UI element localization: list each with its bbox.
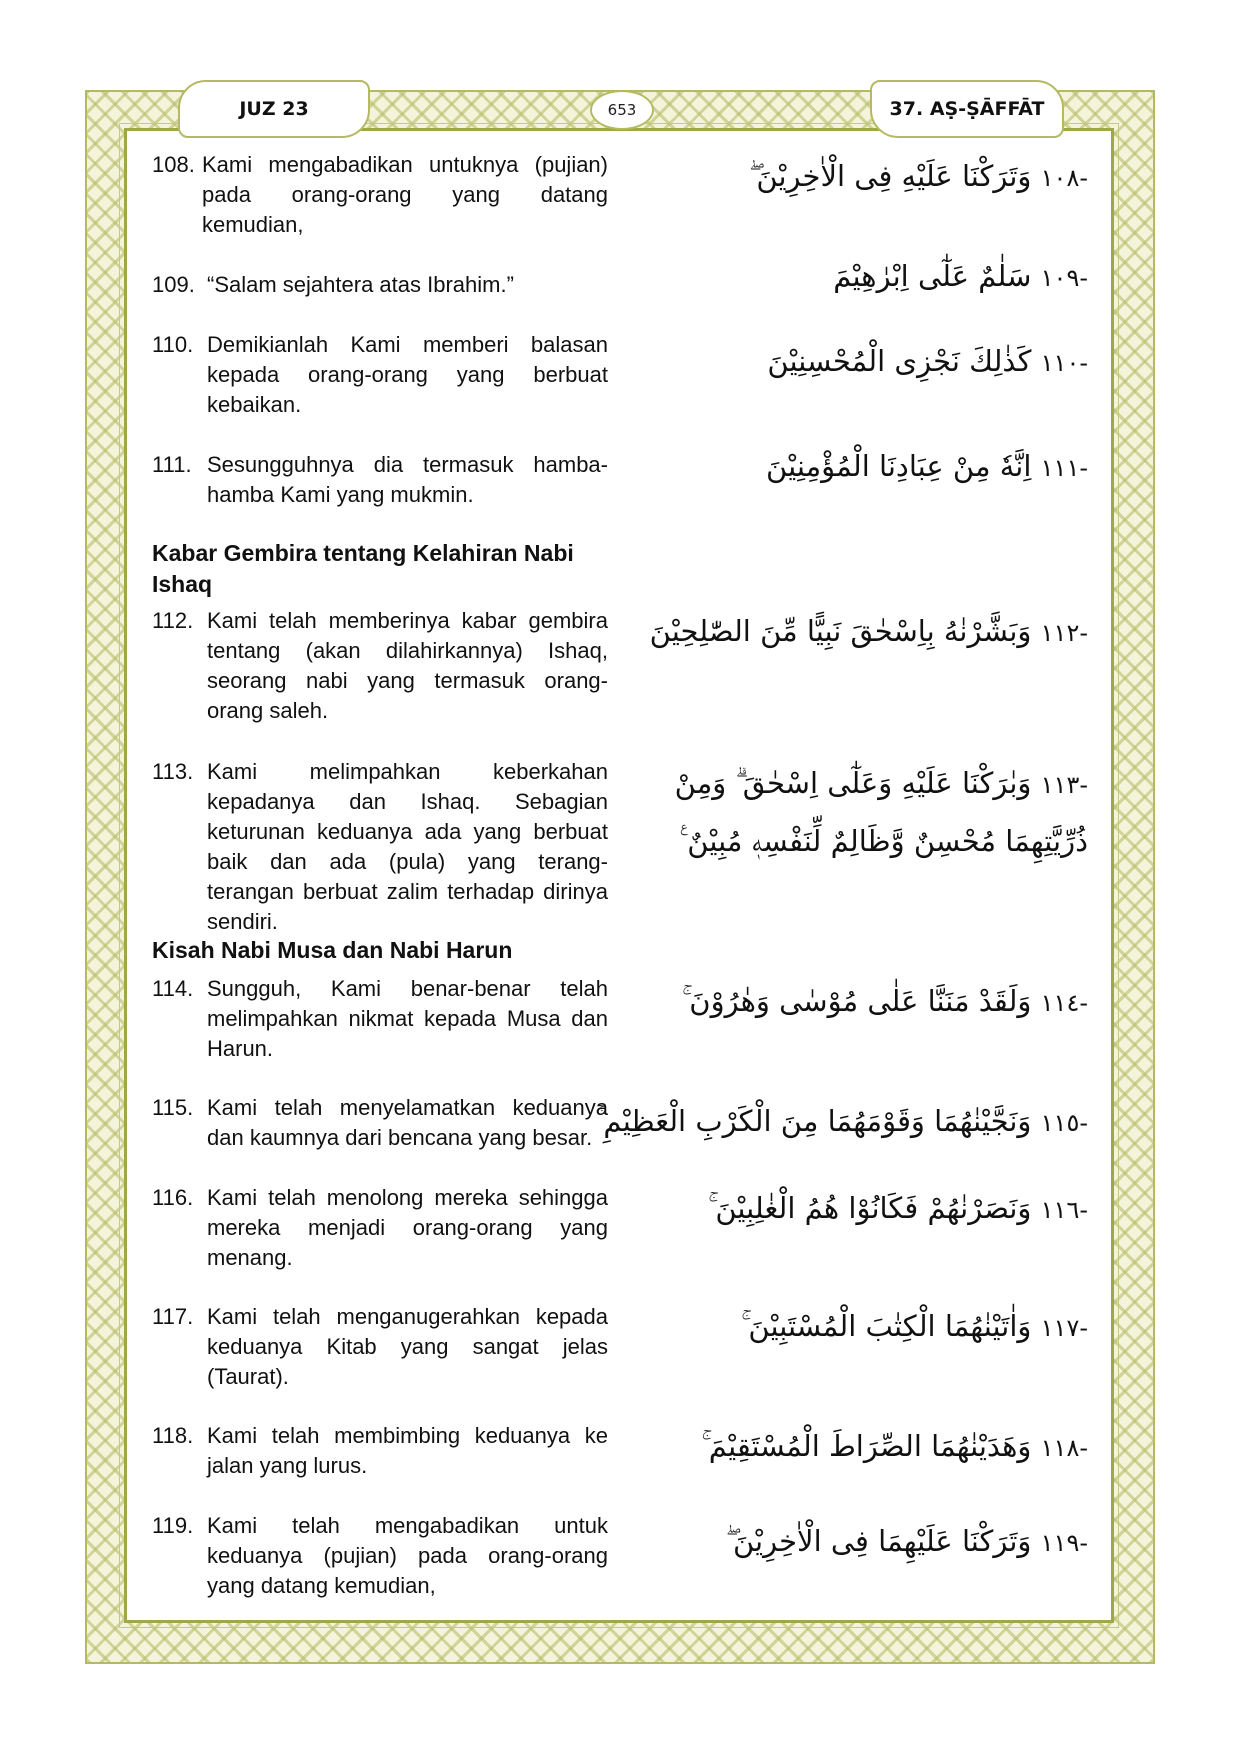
verse-text: Kami mengabadikan untuknya (pujian) pada orang-orang yang datang kemudian, (202, 152, 608, 237)
verse-arabic-117 (658, 1300, 1088, 1354)
arabic-text: وَنَصَرْنٰهُمْ فَكَانُوْا هُمُ الْغٰلِبِيْنَ ۚ (708, 1191, 1032, 1225)
verse-arabic-112 (528, 605, 1088, 659)
verse-number: 109. (152, 272, 195, 297)
verse-arabic-119 (658, 1515, 1088, 1569)
verse-arabic-109 (658, 250, 1088, 304)
arabic-text: وَلَقَدْ مَنَنَّا عَلٰى مُوْسٰى وَهٰرُوْنَ ۚ (682, 984, 1032, 1018)
verse-text: Sungguh, Kami benar-benar telah melimpahkan nikmat kepada Musa dan Harun. (207, 976, 608, 1061)
section-heading-ishaq: Kabar Gembira tentang Kelahiran Nabi Ishaq (152, 540, 574, 597)
verse-arabic-111 (658, 440, 1088, 494)
arabic-text: وَنَجَّيْنٰهُمَا وَقَوْمَهُمَا مِنَ الْكَرْبِ الْعَظِيْمِ ۚ (596, 1104, 1032, 1138)
verse-number: 108. (152, 152, 195, 177)
verse-arabic-115 (528, 1095, 1088, 1149)
verse-number: 115. (152, 1095, 194, 1120)
arabic-text: وَهَدَيْنٰهُمَا الصِّرَاطَ الْمُسْتَقِيْمَ ۚ (701, 1429, 1032, 1463)
arabic-verse-number: -١١٣ (1040, 771, 1088, 799)
arabic-text: اِنَّهٗ مِنْ عِبَادِنَا الْمُؤْمِنِيْنَ (766, 449, 1032, 483)
verse-number: 117. (152, 1304, 194, 1329)
verse-arabic-110 (658, 335, 1088, 389)
arabic-verse-number: -١١٨ (1040, 1434, 1088, 1462)
verse-text: Kami telah mengabadikan untuk keduanya (pujian) pada orang-orang yang datang kemudian, (207, 1513, 608, 1598)
verse-text: Kami telah menganugerahkan kepada keduanya Kitab yang sangat jelas (Taurat). (207, 1304, 608, 1389)
arabic-verse-number: -١١٠ (1040, 349, 1088, 377)
arabic-verse-number: -١١٦ (1040, 1196, 1088, 1224)
arabic-verse-number: -١٠٨ (1040, 164, 1088, 192)
verse-translation-110 (152, 330, 608, 420)
verse-number: 113. (152, 759, 194, 784)
verse-translation-109 (152, 270, 608, 300)
verse-arabic-113 (638, 755, 1088, 869)
arabic-verse-number: -١١٢ (1040, 619, 1088, 647)
verse-number: 119. (152, 1513, 194, 1538)
verse-number: 116. (152, 1185, 194, 1210)
verse-arabic-114 (658, 975, 1088, 1029)
verse-number: 118. (152, 1423, 194, 1448)
verse-text: Kami telah membimbing keduanya ke jalan yang lurus. (207, 1423, 608, 1478)
verse-text: “Salam sejahtera atas Ibrahim.” (207, 272, 514, 297)
arabic-verse-number: -١١٧ (1040, 1314, 1088, 1342)
verse-translation-117 (152, 1302, 608, 1392)
surah-title: 37. AṢ-ṢĀFFĀT (870, 80, 1064, 138)
verse-translation-114 (152, 974, 608, 1064)
verse-translation-116 (152, 1183, 608, 1273)
arabic-verse-number: -١١٩ (1040, 1529, 1088, 1557)
verse-arabic-118 (658, 1420, 1088, 1474)
arabic-verse-number: -١١٤ (1040, 989, 1088, 1017)
verse-translation-113 (152, 757, 608, 937)
verse-arabic-108 (658, 150, 1088, 204)
section-heading-musa-harun: Kisah Nabi Musa dan Nabi Harun (152, 937, 513, 963)
verse-number: 111. (152, 452, 192, 477)
arabic-text: سَلٰمٌ عَلٰٓى اِبْرٰهِيْمَ (833, 259, 1032, 293)
verse-number: 114. (152, 976, 194, 1001)
verse-text: Demikianlah Kami memberi balasan kepada orang-orang yang berbuat kebaikan. (207, 332, 608, 417)
verse-text: Kami telah memberinya kabar gembira tentang (akan dilahirkannya) Ishaq, seorang nabi yang termasuk orang-orang saleh. (207, 608, 608, 723)
arabic-verse-number: -١١١ (1040, 454, 1088, 482)
page-number: 653 (590, 90, 654, 130)
verse-translation-119 (152, 1511, 608, 1601)
verse-translation-111 (152, 450, 608, 510)
verse-text: Kami melimpahkan keberkahan kepadanya dan Ishaq. Sebagian keturunan keduanya ada yang berbuat baik dan ada (pula) yang terang-terangan berbuat zalim terhadap dirinya sendiri. (207, 759, 608, 934)
arabic-text: وَتَرَكْنَا عَلَيْهِ فِى الْاٰخِرِيْنَ ۖ (749, 159, 1032, 193)
verse-translation-108 (152, 150, 608, 240)
arabic-text: وَاٰتَيْنٰهُمَا الْكِتٰبَ الْمُسْتَبِيْنَ ۚ (741, 1309, 1032, 1343)
arabic-text: وَتَرَكْنَا عَلَيْهِمَا فِى الْاٰخِرِيْنَ ۖ (725, 1524, 1032, 1558)
arabic-verse-number: -١٠٩ (1040, 264, 1088, 292)
arabic-text: وَبٰرَكْنَا عَلَيْهِ وَعَلٰٓى اِسْحٰقَ ۗ وَمِنْ ذُرِّيَّتِهِمَا مُحْسِنٌ وَّظَالِمٌ لِّنَفْسِهٖ مُبِيْنٌ ࣖ (674, 766, 1088, 858)
arabic-text: وَبَشَّرْنٰهُ بِاِسْحٰقَ نَبِيًّا مِّنَ الصّٰلِحِيْنَ (649, 614, 1032, 648)
verse-arabic-116 (658, 1182, 1088, 1236)
verse-number: 110. (152, 332, 194, 357)
verse-text: Kami telah menolong mereka sehingga mereka menjadi orang-orang yang menang. (207, 1185, 608, 1270)
arabic-text: كَذٰلِكَ نَجْزِى الْمُحْسِنِيْنَ (767, 344, 1032, 378)
verse-translation-118 (152, 1421, 608, 1481)
verse-number: 112. (152, 608, 194, 633)
arabic-verse-number: -١١٥ (1040, 1109, 1088, 1137)
verse-text: Kami telah menyelamatkan keduanya dan kaumnya dari bencana yang besar. (207, 1095, 608, 1150)
juz-label: JUZ 23 (178, 80, 370, 138)
verse-text: Sesungguhnya dia termasuk hamba-hamba Kami yang mukmin. (207, 452, 608, 507)
